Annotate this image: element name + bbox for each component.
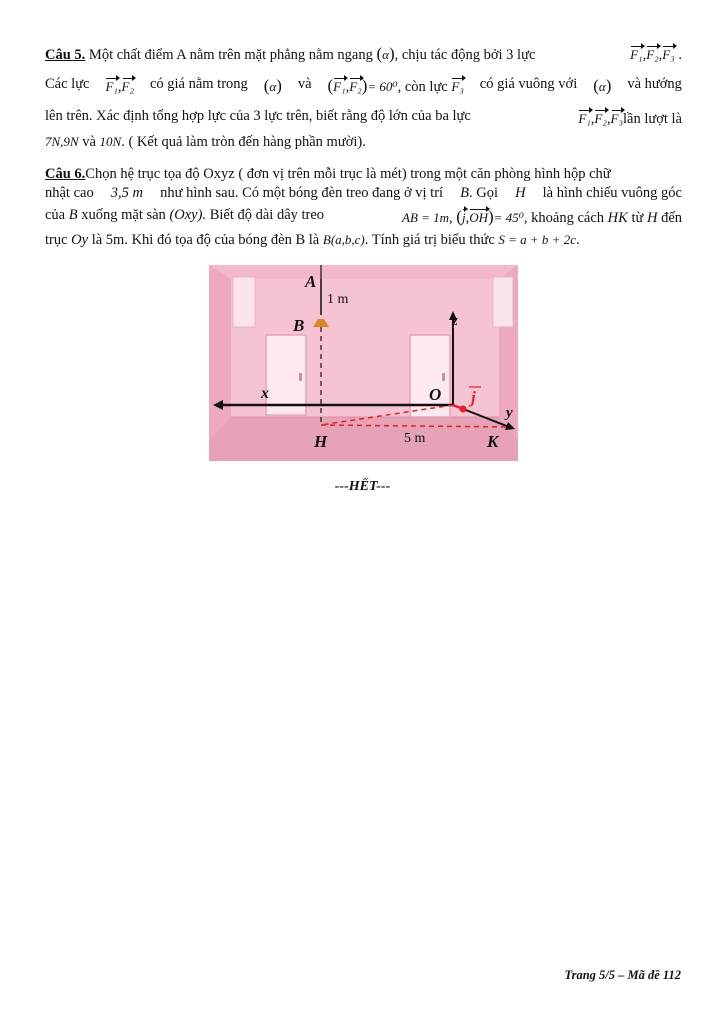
q6-line-3: của B xuống mặt sàn (Oxy). Biết độ dài dây treo AB = 1m, (j,OH)= 45⁰, khoảng cách HK từ H đến [45,207,682,226]
q5-line-3: lên trên. Xác định tổng hợp lực của 3 lực trên, biết rằng độ lớn của ba lực F₁,F₂,F₃lần lượt là [45,108,682,127]
q5-line-1: Câu 5. Một chất điểm A nằm trên mặt phẳng nằm ngang (α), chịu tác động bởi 3 lực F₁,F₂,F₃ . [45,44,682,63]
point-O-dot [460,406,467,413]
label-B: B [293,316,305,335]
window-right [493,277,513,327]
page-footer: Trang 5/5 – Mã đề 112 [564,968,681,982]
room-figure [209,265,518,461]
q5-label: Câu 5. [45,47,86,63]
label-5m: 5 m [404,431,426,446]
floor [209,417,518,461]
q6-line-1: Câu 6.Chọn hệ trục tọa độ Oxyz ( đơn vị trên mỗi trục là mét) trong một căn phòng hình hộp chữ [45,166,611,182]
left-wall [209,265,231,440]
end-marker: ---HẾT--- [334,479,391,494]
q6-label: Câu 6. [45,166,86,182]
q6-line-4: trục Oy là 5m. Khi đó tọa độ của bóng đèn B là B(a,b,c). Tính giá trị biểu thức S = a + b + 2c. [45,232,580,248]
label-z: z [452,313,458,329]
q6-line-2: nhật cao 3,5 m như hình sau. Có một bóng đèn treo đang ở vị trí B. Gọi H là hình chiếu vuông góc [45,185,682,201]
label-y: y [506,405,513,421]
label-1m: 1 m [327,292,349,307]
label-A: A [305,272,317,291]
window-left [233,277,255,327]
q5-line-2: Các lực F₁,F₂ có giá nằm trong (α) và (F₁,F₂)= 60⁰, còn lực F₃ có giá vuông với (α) và hướng [45,76,682,95]
q5-line-4: 7N,9N và 10N. ( Kết quả làm tròn đến hàng phần mười). [45,134,366,150]
label-O: O [429,385,442,404]
label-K: K [487,432,499,451]
label-H: H [314,432,328,451]
label-x: x [261,385,269,402]
label-j: j [471,388,476,407]
